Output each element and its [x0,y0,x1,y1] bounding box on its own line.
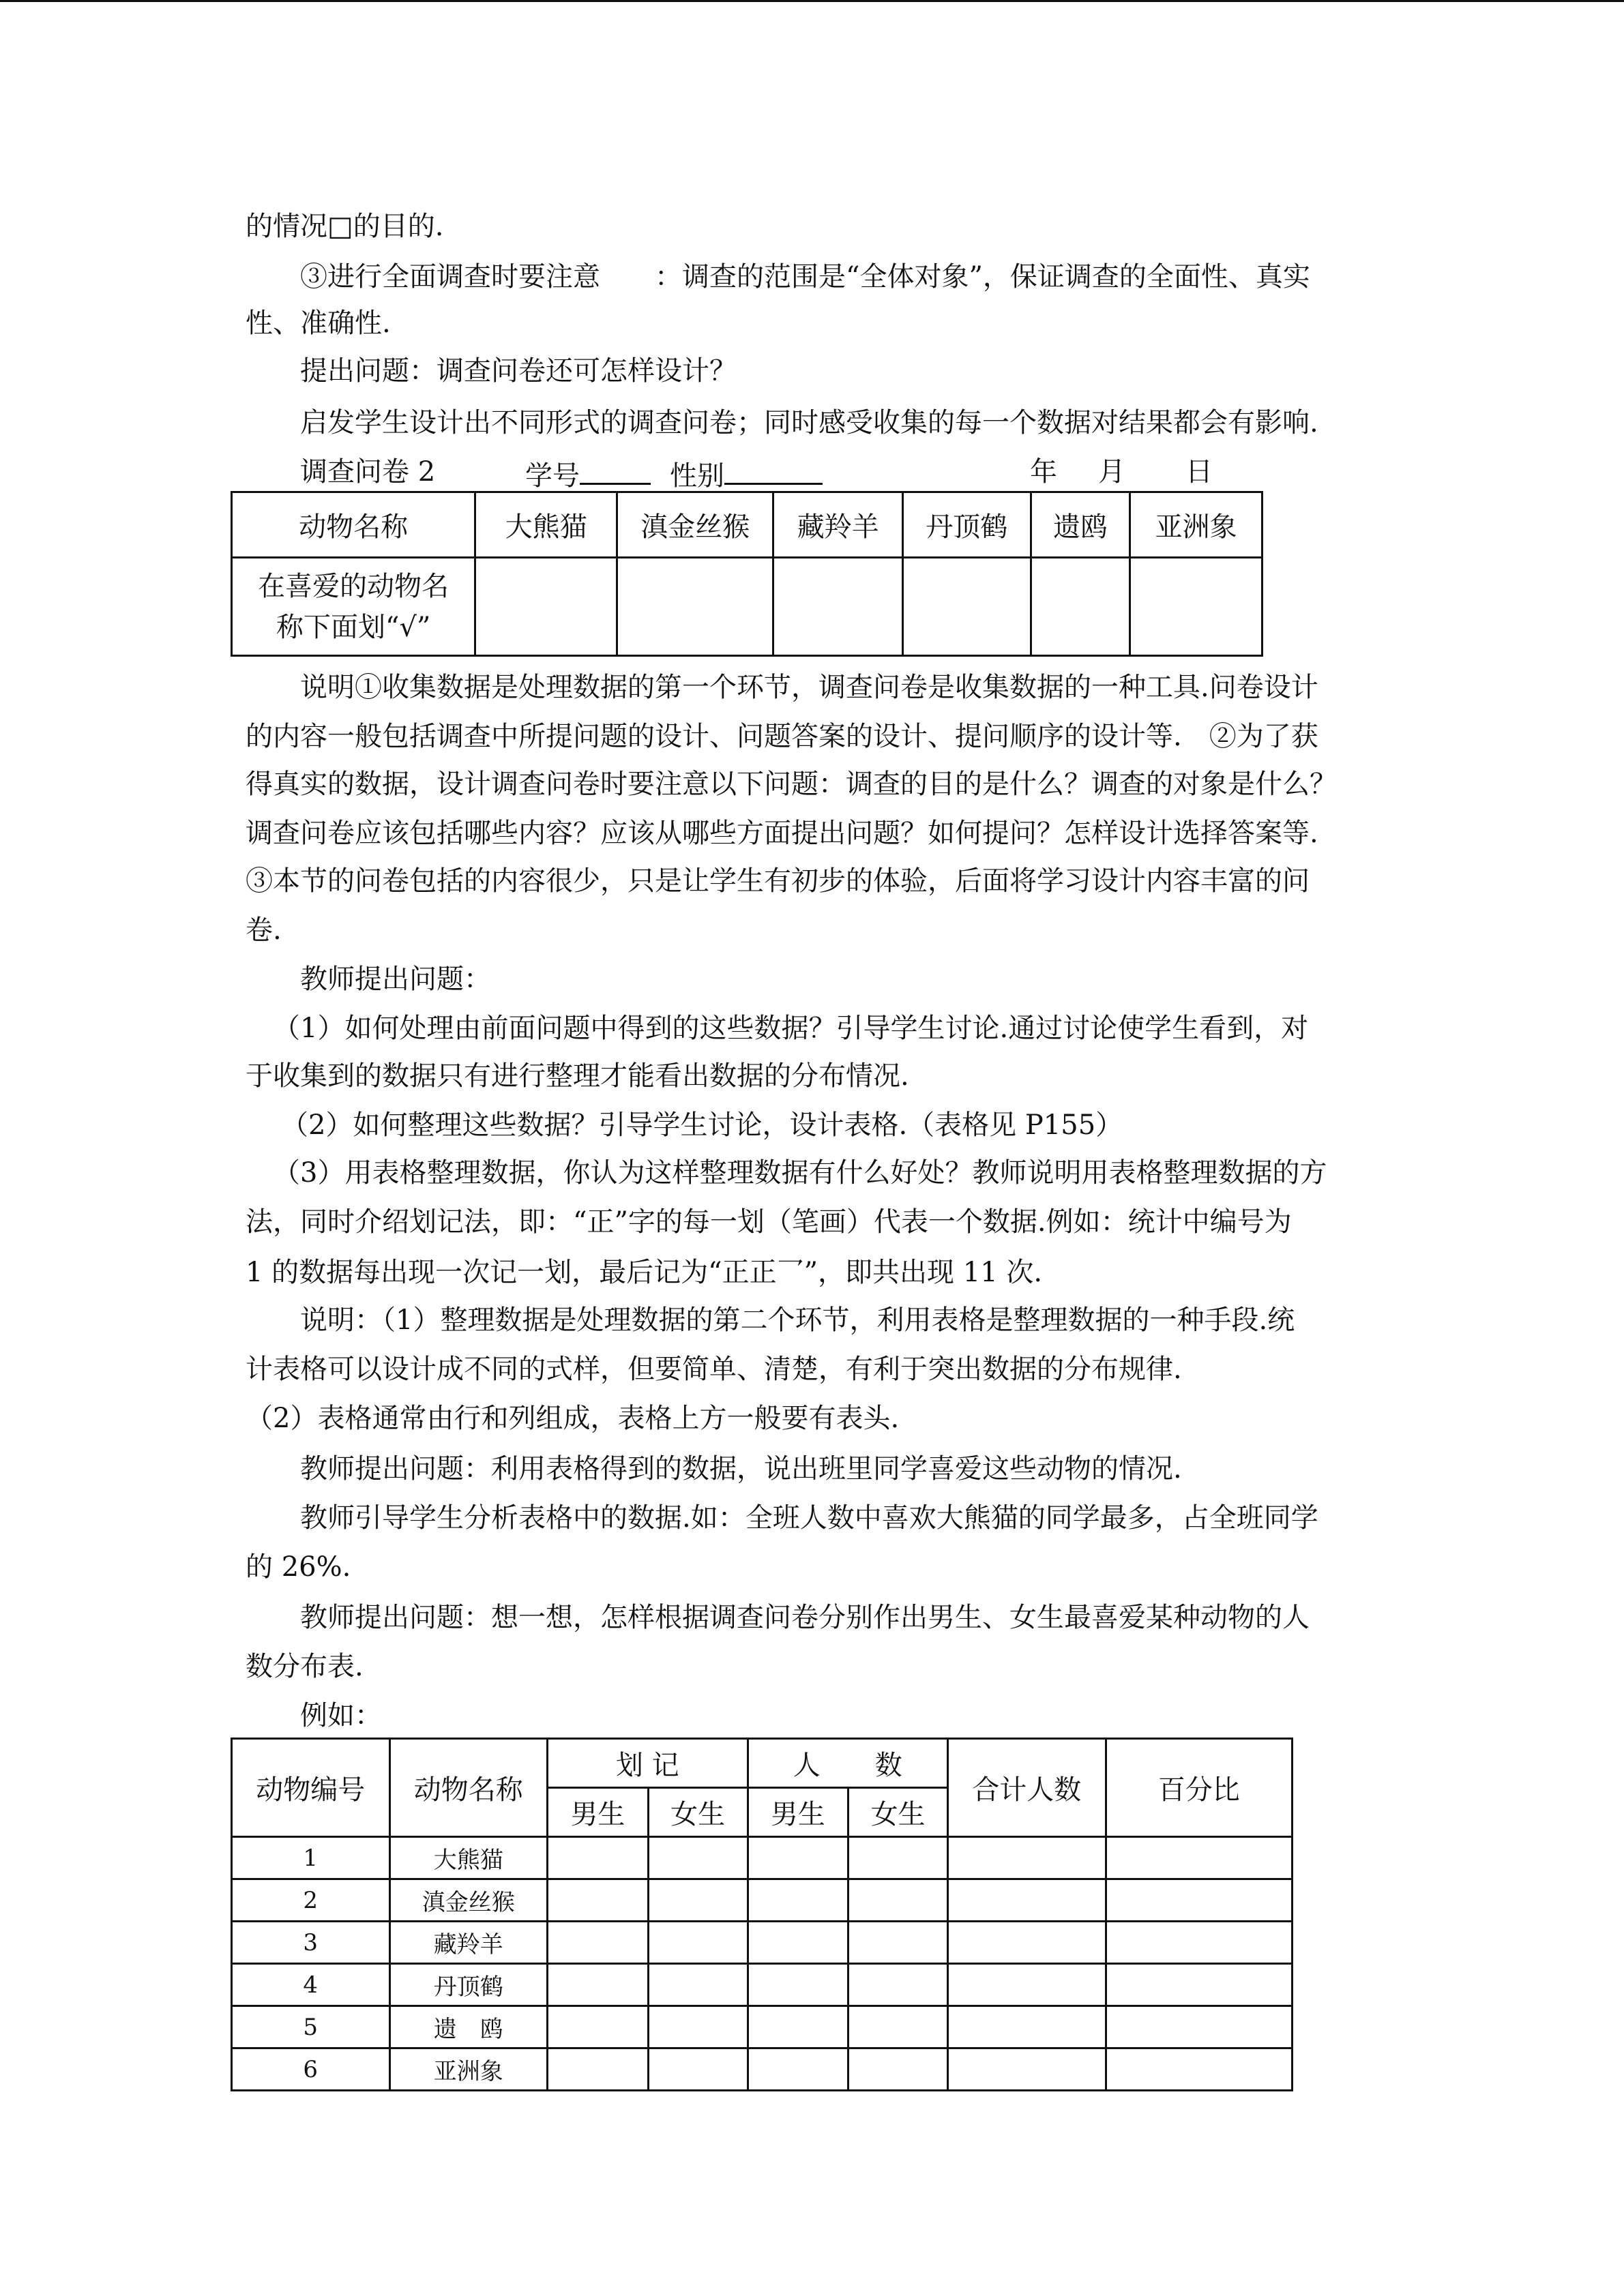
tally-header-percent: 百分比 [1106,1739,1292,1837]
text-line: 性、准确性. [246,308,391,339]
survey-check-cell[interactable] [1130,558,1263,656]
table-cell[interactable] [548,2048,649,2091]
survey-header-animal: 遗鸥 [1031,492,1130,558]
text-line: 1 的数据每出现一次记一划，最后记为“正正乛”，即共出现 11 次. [246,1257,1043,1288]
count-header-female: 女生 [848,1788,948,1837]
table-cell[interactable] [1106,2006,1292,2048]
tally-header-name: 动物名称 [389,1739,548,1837]
day-label: 日 [1185,456,1213,488]
student-id-label: 学号 [525,454,651,494]
survey-check-cell[interactable] [903,558,1031,656]
text-line: 例如： [300,1700,382,1731]
text-line: （3）用表格整理数据，你认为这样整理数据有什么好处？教师说明用表格整理数据的方 [273,1157,1327,1189]
text-line: 的 26%. [246,1551,351,1583]
year-label: 年 [1030,456,1057,488]
page-top-border [0,0,1624,2]
survey-table [231,491,1263,657]
survey-header-animal: 藏羚羊 [773,492,903,558]
text-line: 教师提出问题：想一想，怎样根据调查问卷分别作出男生、女生最喜爱某种动物的人 [300,1602,1310,1633]
animal-id: 2 [232,1879,390,1922]
text-line: 教师提出问题：利用表格得到的数据，说出班里同学喜爱这些动物的情况. [300,1453,1182,1485]
animal-id: 1 [232,1837,390,1879]
table-cell[interactable] [848,1837,948,1879]
table-cell[interactable] [748,1879,848,1922]
table-cell[interactable] [1106,2048,1292,2091]
text-line: ③进行全面调查时要注意 ：调查的范围是“全体对象”，保证调查的全面性、真实 [300,261,1310,293]
table-cell[interactable] [748,1922,848,1964]
table-cell[interactable] [1106,1879,1292,1922]
gender-blank [724,454,823,485]
table-cell[interactable] [648,2048,748,2091]
text-line: 于收集到的数据只有进行整理才能看出数据的分布情况. [246,1060,909,1092]
survey-header-animal: 亚洲象 [1130,492,1263,558]
table-cell[interactable] [948,1879,1106,1922]
text-line: （2）表格通常由行和列组成，表格上方一般要有表头. [246,1403,900,1434]
text-line: 说明①收集数据是处理数据的第一个环节，调查问卷是收集数据的一种工具.问卷设计 [300,672,1318,703]
animal-id: 6 [232,2048,390,2091]
table-cell[interactable] [548,2006,649,2048]
table-cell[interactable] [548,1922,649,1964]
gender-label: 性别 [670,454,823,494]
survey-row-label: 在喜爱的动物名 称下面划“√” [232,558,475,656]
animal-name: 大熊猫 [389,1837,548,1879]
text-line: ③本节的问卷包括的内容很少，只是让学生有初步的体验，后面将学习设计内容丰富的问 [246,865,1310,897]
survey-check-cell[interactable] [1031,558,1130,656]
table-cell[interactable] [848,1964,948,2006]
tally-header-id: 动物编号 [232,1739,390,1837]
text-line: 法，同时介绍划记法，即：“正”字的每一划（笔画）代表一个数据.例如：统计中编号为 [246,1206,1292,1238]
table-row [232,1922,1293,1964]
text-line: 的内容一般包括调查中所提问题的设计、问题答案的设计、提问顺序的设计等. ②为了获 [246,721,1318,752]
table-cell[interactable] [848,1922,948,1964]
table-cell[interactable] [848,2048,948,2091]
animal-name: 滇金丝猴 [389,1879,548,1922]
table-cell[interactable] [948,1922,1106,1964]
table-cell[interactable] [748,2006,848,2048]
tally-table [231,1738,1293,2091]
animal-name: 丹顶鹤 [389,1964,548,2006]
animal-id: 3 [232,1922,390,1964]
table-cell[interactable] [1106,1922,1292,1964]
tally-header-tally: 划 记 [548,1739,748,1788]
survey-check-cell[interactable] [617,558,773,656]
survey-check-cell[interactable] [773,558,903,656]
count-header-male: 男生 [748,1788,848,1837]
survey-check-cell[interactable] [475,558,617,656]
table-cell[interactable] [548,1879,649,1922]
table-cell[interactable] [648,1879,748,1922]
table-cell[interactable] [548,1837,649,1879]
text-line: 计表格可以设计成不同的式样，但要简单、清楚，有利于突出数据的分布规律. [246,1354,1182,1385]
tally-header-female: 女生 [648,1788,748,1837]
table-row [232,2048,1293,2091]
text-line: 数分布表. [246,1651,364,1682]
table-cell[interactable] [748,2048,848,2091]
animal-id: 5 [232,2006,390,2048]
tally-header-total: 合计人数 [948,1739,1106,1837]
table-cell[interactable] [948,2048,1106,2091]
survey-header-animal: 丹顶鹤 [903,492,1031,558]
text-line: （1）如何处理由前面问题中得到的这些数据？引导学生讨论.通过讨论使学生看到，对 [273,1013,1309,1044]
text-line: 教师提出问题： [300,964,491,995]
table-cell[interactable] [648,1837,748,1879]
survey-header-animal-name: 动物名称 [232,492,475,558]
text-line: 卷. [246,914,282,946]
animal-name: 亚洲象 [389,2048,548,2091]
text-line: 说明：（1）整理数据是处理数据的第二个环节，利用表格是整理数据的一种手段.统 [300,1304,1295,1336]
animal-name: 遗 鸥 [389,2006,548,2048]
questionnaire-title: 调查问卷 2 [300,456,436,488]
table-cell[interactable] [1106,1964,1292,2006]
table-row [232,1837,1293,1879]
table-cell[interactable] [748,1964,848,2006]
text-line: 调查问卷应该包括哪些内容？应该从哪些方面提出问题？如何提问？怎样设计选择答案等. [246,818,1318,849]
table-cell[interactable] [948,1837,1106,1879]
animal-id: 4 [232,1964,390,2006]
tally-header-count: 人 数 [748,1739,948,1788]
animal-name: 藏羚羊 [389,1922,548,1964]
table-cell[interactable] [848,2006,948,2048]
tally-header-male: 男生 [548,1788,649,1837]
text-line: 教师引导学生分析表格中的数据.如：全班人数中喜欢大熊猫的同学最多，占全班同学 [300,1502,1318,1534]
text-line: （2）如何整理这些数据？引导学生讨论，设计表格.（表格见 P155） [281,1109,1123,1141]
table-cell[interactable] [948,2006,1106,2048]
table-cell[interactable] [1106,1837,1292,1879]
text-line: 提出问题：调查问卷还可怎样设计？ [300,355,737,387]
survey-header-animal: 大熊猫 [475,492,617,558]
text-line: 得真实的数据，设计调查问卷时要注意以下问题：调查的目的是什么？调查的对象是什么？ [246,769,1337,800]
table-cell[interactable] [648,1964,748,2006]
table-row [232,1964,1293,2006]
table-cell[interactable] [648,1922,748,1964]
text-line: 的情况□的目的. [246,211,444,242]
table-row [232,1879,1293,1922]
text-line: 启发学生设计出不同形式的调查问卷；同时感受收集的每一个数据对结果都会有影响. [300,407,1318,438]
table-cell[interactable] [648,2006,748,2048]
table-cell[interactable] [548,1964,649,2006]
table-row [232,2006,1293,2048]
table-cell[interactable] [948,1964,1106,2006]
table-cell[interactable] [848,1879,948,1922]
table-cell[interactable] [748,1837,848,1879]
student-id-blank [580,454,651,485]
month-label: 月 [1098,456,1125,488]
survey-header-animal: 滇金丝猴 [617,492,773,558]
